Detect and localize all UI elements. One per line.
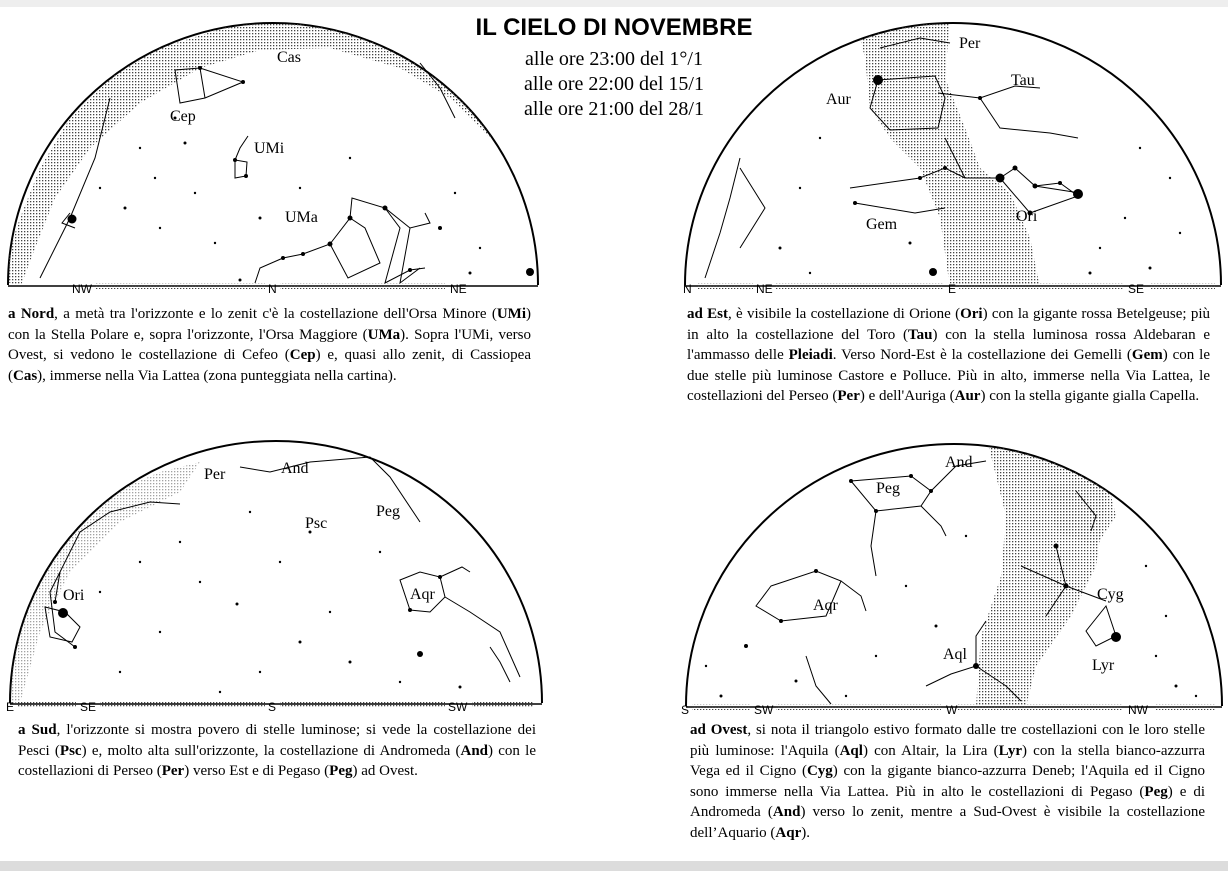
sky-chart-west (676, 436, 1228, 718)
label-cep: Cep (170, 108, 196, 125)
label-tau: Tau (1011, 72, 1035, 89)
dir-se: SE (80, 700, 97, 714)
south-description: a Sud, l'orizzonte si mostra povero di stelle luminose; si vede la costellazione dei Pesci (Psc) e, molto alta sull'orizzonte, la costellazione di Andromeda (And) con le costellazioni di Perseo (Per) verso Est e di Pegaso (Peg) ad Ovest. (18, 722, 536, 779)
label-gem: Gem (866, 216, 898, 233)
horizon-arc (10, 441, 542, 703)
dir-e: E (948, 282, 957, 296)
milky-way (0, 462, 200, 703)
dir-ne: NE (450, 282, 467, 296)
constellation-lines (45, 457, 520, 682)
label-per: Per (959, 35, 981, 52)
label-aur: Aur (826, 91, 851, 108)
dir-se: SE (1128, 282, 1145, 296)
milky-way (0, 18, 500, 288)
dir-s: S (681, 703, 690, 717)
label-aql: Aql (943, 646, 967, 663)
sky-chart-south (0, 432, 550, 714)
dir-w: W (946, 703, 958, 717)
dir-nw: NW (1128, 703, 1148, 717)
sky-chart-east (680, 18, 1228, 298)
east-description: ad Est, è visibile la costellazione di Orione (Ori) con la gigante rossa Betelgeuse; più in alto la costellazione del Toro (Tau) con la stella luminosa rossa Aldebaran e l'ammasso delle Pleiadi. Verso Nord-Est è la costellazione dei Gemelli (Gem) con le due stelle più luminose Castore e Polluce. Più in alto, immerse nella Via Lattea, le costellazioni del Perseo (Per) e dell'Auriga (Aur) con la stella gigante gialla Capella. (687, 306, 1210, 404)
dir-n: N (683, 282, 692, 296)
page-title: IL CIELO DI NOVEMBRE (475, 14, 753, 41)
dir-nw: NW (72, 282, 92, 296)
label-uma: UMa (285, 209, 318, 226)
dir-s: S (268, 700, 277, 714)
dir-sw: SW (448, 700, 468, 714)
label-ori: Ori (1016, 208, 1038, 225)
label-aqr: Aqr (410, 586, 435, 603)
top-border (0, 0, 1228, 7)
label-and: And (281, 460, 309, 477)
dir-sw: SW (754, 703, 774, 717)
label-lyr: Lyr (1092, 657, 1115, 674)
milky-way (855, 18, 1040, 288)
time-line-1: alle ore 23:00 del 1°/1 (525, 48, 703, 70)
bottom-border (0, 861, 1228, 871)
label-peg: Peg (876, 480, 900, 497)
north-description: a Nord, a metà tra l'orizzonte e lo zenit c'è la costellazione dell'Orsa Minore (UMi) con la Stella Polare e, sopra l'orizzonte, l'Orsa Maggiore (UMa). Sopra l'UMi, verso Ovest, si vedono le costellazione di Cefeo (Cep) e, quasi allo zenit, di Cassiopea (Cas), immerse nella Via Lattea (zona punteggiata nella cartina). (8, 306, 531, 384)
label-cyg: Cyg (1097, 586, 1124, 603)
dir-n: N (268, 282, 277, 296)
time-line-2: alle ore 22:00 del 15/1 (524, 73, 704, 95)
label-aqr: Aqr (813, 597, 838, 614)
label-psc: Psc (305, 515, 328, 532)
stars (53, 511, 462, 693)
sky-chart-north (0, 18, 550, 298)
dir-ne: NE (756, 282, 773, 296)
label-cas: Cas (277, 49, 301, 66)
label-ori: Ori (63, 587, 85, 604)
horizon-arc (686, 444, 1222, 706)
time-line-3: alle ore 21:00 del 28/1 (524, 98, 704, 120)
label-umi: UMi (254, 140, 285, 157)
label-per: Per (204, 466, 226, 483)
label-peg: Peg (376, 503, 400, 520)
west-description: ad Ovest, si nota il triangolo estivo formato dalle tre costellazioni con le loro stelle più luminose: l'Aquila (Aql) con Altair, la Lira (Lyr) con la stella bianco-azzurra Vega ed il Cigno (Cyg) con la gigante bianco-azzurra Deneb; l'Aquila ed il Cigno sono immerse nella Via Lattea. Più in alto le costellazioni di Pegaso (Peg) e di Andromeda (And) verso lo zenit, mentre a Sud-Ovest è visibile la costellazione dell’Aquario (Aqr). (690, 722, 1205, 841)
dir-e: E (6, 700, 15, 714)
label-and: And (945, 454, 973, 471)
